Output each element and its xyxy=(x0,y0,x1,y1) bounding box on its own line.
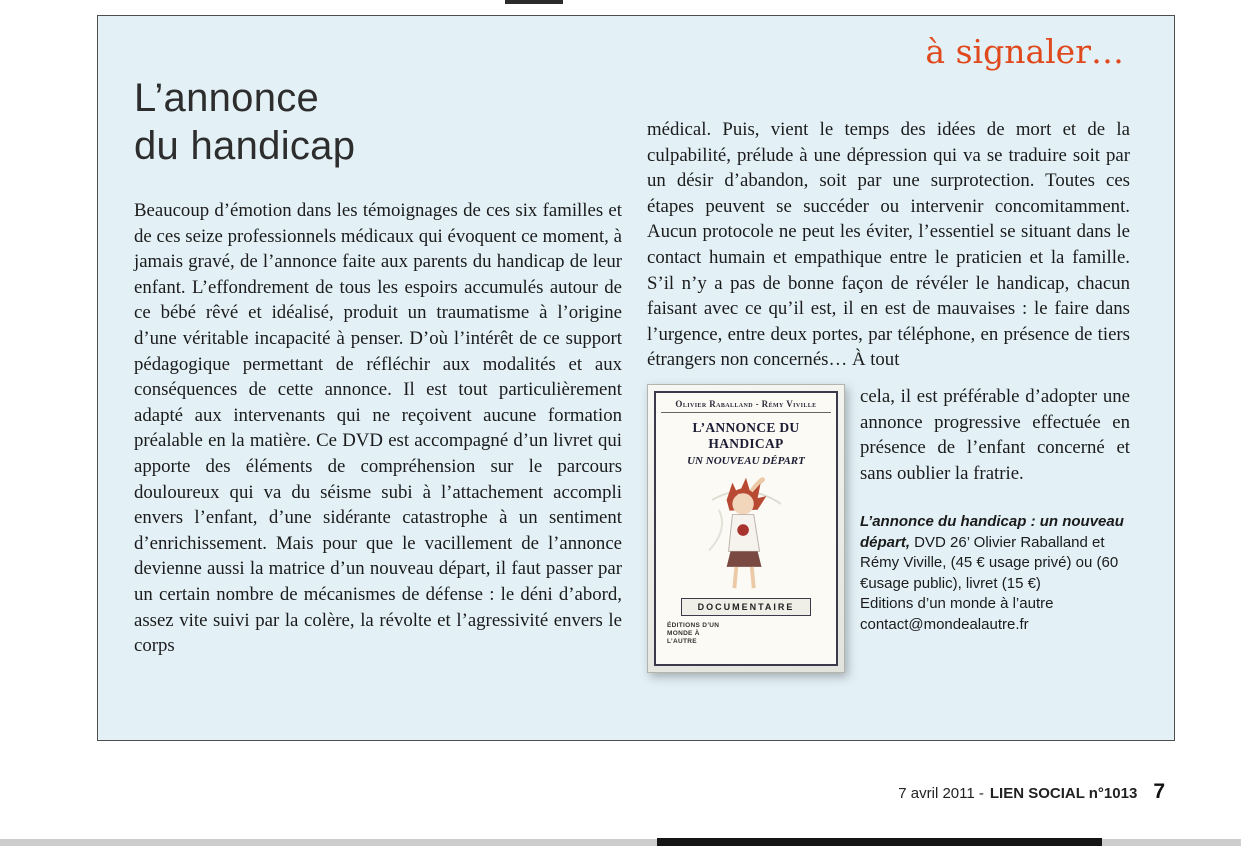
footer-date: 7 avril 2011 - xyxy=(898,785,984,802)
article-title xyxy=(134,74,355,170)
dvd-cover-genre: DOCUMENTAIRE xyxy=(681,598,812,616)
article-right-paragraph: médical. Puis, vient le temps des idées de mort et de la culpabilité, prélude à une dépression qui va se traduire soit par un désir d’abandon, soit par une surprotection. Toutes ces étapes peuvent se succéder ou intervenir concomitamment. Aucun protocole ne peut les éviter, l’essentiel se situant dans le contact humain et empathique entre le praticien et la famille. S’il n’y a pas de bonne façon de révéler le handicap, chacun faisant avec ce qu’il est, il en est de mauvaises : le faire dans l’urgence, entre deux portes, par téléphone, en présence de tiers étrangers non concernés… À tout xyxy=(647,119,1130,371)
dvd-caption xyxy=(860,512,1130,635)
footer-magazine-title: LIEN SOCIAL n°1013 xyxy=(989,785,1138,802)
magazine-page xyxy=(97,15,1175,741)
dvd-caption-publisher: Editions d’un monde à l’autre xyxy=(860,595,1054,613)
article-left-column: Beaucoup d’émotion dans les témoignages de ces six familles et de ces seize professionnels médicaux qui évoquent ce moment, à jamais gravé, de l’annonce faite aux parents du handicap de leur enfant. L’effondrement de tous les espoirs accumulés autour de ce bébé rêvé et idéalisé, produit un traumatisme à l’origine d’une véritable incapacité à penser. D’où l’intérêt de ce support pédagogique permettant de réfléchir aux modalités et aux conséquences de cette annonce. Il est tout particulièrement adapté aux intervenants qui ne reçoivent aucune formation préalable en la matière. Ce DVD est accompagné d’un livret qui apporte des éléments de compréhension sur le parcours douloureux qui va du séisme subi à l’attachement accompli envers l’enfant, d’une sidérante catastrophe à un sentiment d’enrichissement. Mais pour que le vacillement de l’annonce devienne aussi la matrice d’un nouveau départ, il faut passer par un certain nombre de mécanismes de défense : le déni d’abord, assez vite suivi par la colère, la révolte et l’agressivité envers le corps xyxy=(134,200,622,657)
scan-artifact-bottom-black xyxy=(657,838,1102,846)
page-footer xyxy=(898,780,1165,804)
dvd-cover xyxy=(647,384,845,673)
dvd-caption-body: DVD 26’ Olivier Raballand et Rémy Viville, (45 € usage privé) ou (60 €usage public), livret (15 €) xyxy=(860,533,1119,592)
dvd-cover-publisher: ÉDITIONS D’UN MONDE À L’AUTRE xyxy=(667,621,720,645)
dvd-caption-title: L’annonce du handicap : un nouveau départ, xyxy=(860,513,1124,551)
scan-artifact-top xyxy=(505,0,563,4)
dvd-cover-authors: Olivier Raballand - Rémy Viville xyxy=(661,399,831,413)
wrap-stack xyxy=(860,384,1130,635)
dvd-cover-title: L’ANNONCE DU HANDICAP xyxy=(692,419,800,451)
article-right-column xyxy=(647,117,1130,673)
dvd-caption-text xyxy=(860,512,1130,594)
article-title-line2: du handicap xyxy=(134,124,356,168)
dvd-caption-email: contact@mondealautre.fr xyxy=(860,615,1029,633)
article-title-line1: L’annonce xyxy=(134,76,320,120)
section-flag-label: à signaler… xyxy=(925,32,1124,71)
article-right-wrap-text: cela, il est préférable d’adopter une annonce progressive effectuée en présence de l’enfant concerné et sans oublier la fratrie. xyxy=(860,385,1130,484)
dvd-cover-subtitle: UN NOUVEAU DÉPART xyxy=(687,454,805,467)
footer-page-number: 7 xyxy=(1153,780,1165,803)
media-row xyxy=(647,384,1130,673)
dvd-cover-illustration xyxy=(692,469,800,595)
dvd-cover-frame xyxy=(654,391,838,666)
